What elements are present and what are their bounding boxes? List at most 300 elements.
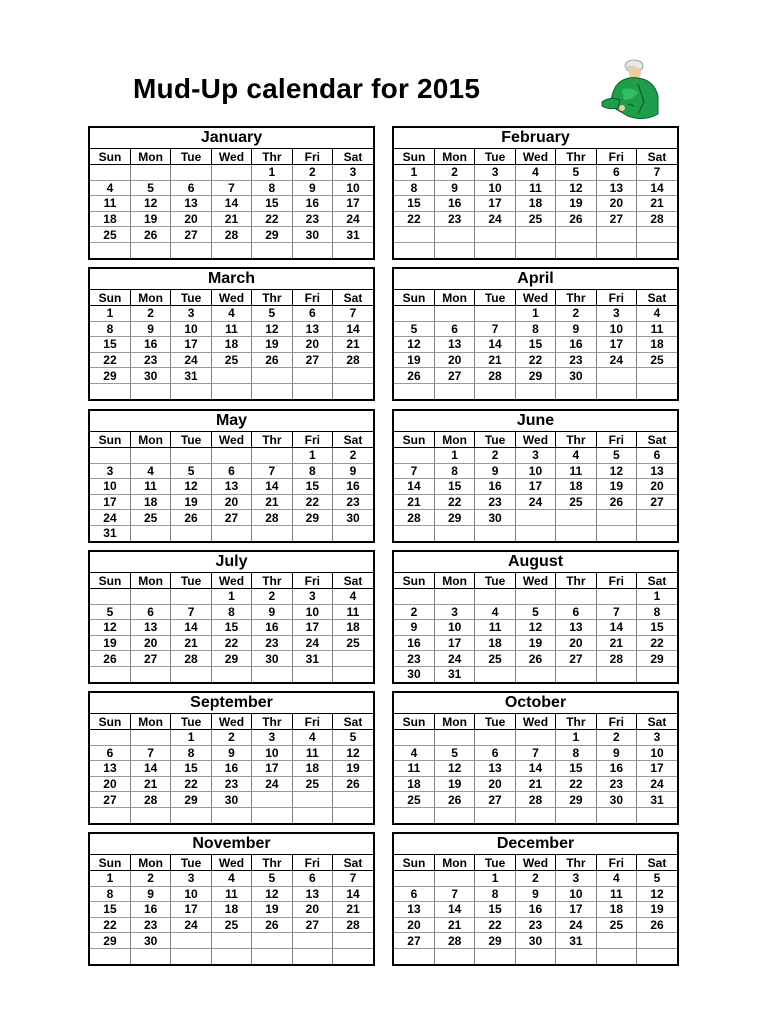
weekday-label: Fri <box>292 149 332 165</box>
day-cell: 26 <box>515 651 555 667</box>
day-cell <box>211 525 251 540</box>
day-cell: 31 <box>171 368 211 384</box>
weekday-label: Tue <box>475 714 515 730</box>
week-row <box>394 368 677 384</box>
weekday-label: Sat <box>637 149 677 165</box>
weekday-label: Sat <box>333 855 373 871</box>
day-cell: 6 <box>637 448 677 464</box>
day-cell: 29 <box>475 933 515 949</box>
day-cell: 12 <box>515 620 555 636</box>
day-cell: 16 <box>292 196 332 212</box>
weekday-label: Fri <box>292 714 332 730</box>
day-cell <box>596 383 636 398</box>
weekday-label: Fri <box>596 290 636 306</box>
day-cell: 7 <box>394 463 434 479</box>
day-cell: 5 <box>252 306 292 322</box>
day-cell <box>130 525 170 540</box>
week-row <box>90 525 373 540</box>
day-cell: 9 <box>211 745 251 761</box>
day-cell: 28 <box>515 792 555 808</box>
day-cell <box>434 807 474 822</box>
day-cell: 8 <box>171 745 211 761</box>
day-cell <box>556 666 596 681</box>
weekday-label: Fri <box>292 432 332 448</box>
week-row <box>90 352 373 368</box>
day-cell <box>434 383 474 398</box>
weekday-label: Sun <box>394 714 434 730</box>
week-row <box>90 321 373 337</box>
day-cell: 26 <box>333 776 373 792</box>
day-cell: 16 <box>515 902 555 918</box>
weekday-label: Mon <box>434 432 474 448</box>
day-cell: 13 <box>292 886 332 902</box>
day-cell <box>475 306 515 322</box>
day-cell: 3 <box>637 730 677 746</box>
day-cell: 28 <box>637 211 677 227</box>
week-row <box>394 242 677 257</box>
day-cell: 10 <box>475 180 515 196</box>
day-cell: 16 <box>475 479 515 495</box>
weekday-label: Wed <box>515 855 555 871</box>
month-name: May <box>90 411 373 432</box>
month-name: April <box>394 269 677 290</box>
day-cell: 29 <box>90 933 130 949</box>
week-row <box>90 933 373 949</box>
week-row <box>394 730 677 746</box>
day-cell: 9 <box>130 321 170 337</box>
day-cell: 9 <box>434 180 474 196</box>
day-cell: 7 <box>252 463 292 479</box>
day-cell <box>130 383 170 398</box>
day-cell: 29 <box>171 792 211 808</box>
weekday-label: Sun <box>394 573 434 589</box>
week-row <box>90 635 373 651</box>
day-cell <box>475 730 515 746</box>
month-name: July <box>90 552 373 573</box>
month-april <box>392 267 679 401</box>
week-row <box>90 948 373 963</box>
week-row <box>394 196 677 212</box>
day-cell: 27 <box>211 510 251 526</box>
day-cell <box>252 792 292 808</box>
day-cell <box>252 368 292 384</box>
day-cell <box>292 368 332 384</box>
weekday-label: Sun <box>394 149 434 165</box>
day-cell: 31 <box>292 651 332 667</box>
day-cell: 22 <box>171 776 211 792</box>
month-december <box>392 832 679 966</box>
day-cell: 12 <box>394 337 434 353</box>
day-cell: 11 <box>637 321 677 337</box>
day-cell: 19 <box>252 902 292 918</box>
day-cell: 6 <box>292 306 332 322</box>
day-cell: 27 <box>596 211 636 227</box>
day-cell: 16 <box>130 337 170 353</box>
day-cell <box>292 242 332 257</box>
week-row <box>90 306 373 322</box>
week-row <box>90 383 373 398</box>
day-cell: 2 <box>596 730 636 746</box>
day-cell <box>394 948 434 963</box>
weekday-header-row <box>394 290 677 306</box>
weekday-label: Wed <box>515 290 555 306</box>
day-cell: 19 <box>556 196 596 212</box>
day-cell: 25 <box>292 776 332 792</box>
day-cell: 14 <box>130 761 170 777</box>
month-name: October <box>394 693 677 714</box>
weekday-label: Mon <box>130 714 170 730</box>
day-cell: 6 <box>90 745 130 761</box>
day-cell: 17 <box>171 902 211 918</box>
day-cell: 7 <box>434 886 474 902</box>
day-cell: 10 <box>171 321 211 337</box>
day-cell <box>252 948 292 963</box>
day-cell: 7 <box>333 871 373 887</box>
day-cell: 10 <box>171 886 211 902</box>
day-cell: 20 <box>434 352 474 368</box>
day-cell <box>171 525 211 540</box>
day-cell: 18 <box>130 494 170 510</box>
week-row <box>90 776 373 792</box>
day-cell <box>434 871 474 887</box>
day-cell: 12 <box>130 196 170 212</box>
day-cell: 17 <box>515 479 555 495</box>
day-cell: 4 <box>394 745 434 761</box>
day-cell: 6 <box>394 886 434 902</box>
day-cell: 28 <box>333 352 373 368</box>
week-row <box>90 242 373 257</box>
week-row <box>394 494 677 510</box>
day-cell: 16 <box>434 196 474 212</box>
week-row <box>90 871 373 887</box>
day-cell: 16 <box>556 337 596 353</box>
day-cell: 1 <box>394 165 434 181</box>
day-cell: 15 <box>252 196 292 212</box>
day-cell <box>394 871 434 887</box>
week-row <box>90 730 373 746</box>
weekday-label: Thr <box>252 290 292 306</box>
week-row <box>394 383 677 398</box>
day-cell: 27 <box>292 352 332 368</box>
day-cell <box>515 510 555 526</box>
day-cell: 4 <box>556 448 596 464</box>
day-cell: 15 <box>556 761 596 777</box>
day-cell: 18 <box>211 902 251 918</box>
day-cell <box>637 948 677 963</box>
day-cell: 15 <box>515 337 555 353</box>
day-cell: 4 <box>130 463 170 479</box>
day-cell: 26 <box>90 651 130 667</box>
day-cell: 24 <box>515 494 555 510</box>
day-cell: 28 <box>394 510 434 526</box>
day-cell: 31 <box>333 227 373 243</box>
day-cell <box>171 666 211 681</box>
day-cell: 19 <box>333 761 373 777</box>
day-cell: 3 <box>171 871 211 887</box>
day-cell: 23 <box>394 651 434 667</box>
day-cell: 13 <box>211 479 251 495</box>
weekday-header-row <box>90 714 373 730</box>
day-cell: 15 <box>171 761 211 777</box>
weekday-header-row <box>394 714 677 730</box>
week-row <box>394 211 677 227</box>
day-cell: 21 <box>333 337 373 353</box>
day-cell: 14 <box>596 620 636 636</box>
day-cell: 21 <box>394 494 434 510</box>
month-table <box>90 149 373 258</box>
weekday-label: Fri <box>596 855 636 871</box>
day-cell: 3 <box>252 730 292 746</box>
day-cell: 9 <box>556 321 596 337</box>
day-cell: 28 <box>596 651 636 667</box>
day-cell: 21 <box>130 776 170 792</box>
day-cell <box>211 448 251 464</box>
day-cell: 2 <box>434 165 474 181</box>
day-cell: 29 <box>637 651 677 667</box>
day-cell <box>434 525 474 540</box>
week-row <box>394 510 677 526</box>
day-cell: 16 <box>394 635 434 651</box>
day-cell <box>292 383 332 398</box>
day-cell: 21 <box>596 635 636 651</box>
weekday-label: Tue <box>171 855 211 871</box>
weekday-label: Sun <box>394 855 434 871</box>
weekday-label: Tue <box>171 432 211 448</box>
day-cell <box>394 589 434 605</box>
weekday-label: Mon <box>434 573 474 589</box>
day-cell: 20 <box>90 776 130 792</box>
week-row <box>394 635 677 651</box>
week-row <box>394 448 677 464</box>
day-cell: 31 <box>556 933 596 949</box>
month-may <box>88 409 375 543</box>
day-cell: 26 <box>596 494 636 510</box>
weekday-label: Fri <box>596 573 636 589</box>
day-cell: 5 <box>171 463 211 479</box>
day-cell: 25 <box>211 917 251 933</box>
day-cell: 12 <box>434 761 474 777</box>
weekday-header-row <box>90 290 373 306</box>
day-cell <box>515 666 555 681</box>
day-cell: 20 <box>292 902 332 918</box>
day-cell: 4 <box>211 871 251 887</box>
day-cell <box>434 589 474 605</box>
day-cell: 1 <box>211 589 251 605</box>
day-cell: 9 <box>130 886 170 902</box>
day-cell: 10 <box>515 463 555 479</box>
day-cell <box>556 807 596 822</box>
weekday-label: Thr <box>556 714 596 730</box>
weekday-label: Tue <box>475 573 515 589</box>
week-row <box>90 510 373 526</box>
day-cell: 16 <box>130 902 170 918</box>
weekday-label: Tue <box>475 855 515 871</box>
day-cell <box>292 666 332 681</box>
day-cell <box>596 589 636 605</box>
day-cell: 9 <box>515 886 555 902</box>
day-cell: 29 <box>556 792 596 808</box>
weekday-label: Mon <box>130 573 170 589</box>
day-cell: 15 <box>90 337 130 353</box>
month-name: December <box>394 834 677 855</box>
day-cell: 8 <box>394 180 434 196</box>
day-cell: 8 <box>556 745 596 761</box>
day-cell: 22 <box>90 917 130 933</box>
week-row <box>394 792 677 808</box>
weekday-label: Sat <box>333 149 373 165</box>
day-cell: 12 <box>556 180 596 196</box>
weekday-label: Tue <box>171 290 211 306</box>
weekday-label: Sat <box>333 432 373 448</box>
day-cell: 13 <box>637 463 677 479</box>
weekday-label: Thr <box>252 855 292 871</box>
week-row <box>90 463 373 479</box>
week-row <box>394 745 677 761</box>
day-cell: 27 <box>637 494 677 510</box>
day-cell: 23 <box>434 211 474 227</box>
day-cell: 2 <box>333 448 373 464</box>
day-cell: 19 <box>637 902 677 918</box>
day-cell <box>596 525 636 540</box>
week-row <box>90 620 373 636</box>
day-cell <box>556 227 596 243</box>
day-cell <box>90 666 130 681</box>
day-cell: 18 <box>333 620 373 636</box>
day-cell <box>394 448 434 464</box>
day-cell <box>171 948 211 963</box>
day-cell: 31 <box>637 792 677 808</box>
day-cell: 29 <box>515 368 555 384</box>
day-cell: 22 <box>394 211 434 227</box>
week-row <box>394 352 677 368</box>
day-cell: 7 <box>171 604 211 620</box>
weekday-label: Wed <box>515 149 555 165</box>
day-cell: 20 <box>171 211 211 227</box>
day-cell <box>252 448 292 464</box>
day-cell: 23 <box>211 776 251 792</box>
weekday-label: Mon <box>434 714 474 730</box>
day-cell: 11 <box>515 180 555 196</box>
day-cell <box>637 510 677 526</box>
day-cell <box>515 948 555 963</box>
weekday-label: Fri <box>292 855 332 871</box>
day-cell: 15 <box>394 196 434 212</box>
day-cell: 25 <box>90 227 130 243</box>
weekday-header-row <box>90 573 373 589</box>
day-cell: 21 <box>475 352 515 368</box>
day-cell <box>596 242 636 257</box>
day-cell: 9 <box>292 180 332 196</box>
month-table <box>394 855 677 964</box>
week-row <box>394 321 677 337</box>
month-february <box>392 126 679 260</box>
day-cell: 6 <box>434 321 474 337</box>
day-cell <box>394 383 434 398</box>
day-cell: 7 <box>475 321 515 337</box>
day-cell: 20 <box>394 917 434 933</box>
month-name: February <box>394 128 677 149</box>
day-cell: 14 <box>475 337 515 353</box>
day-cell: 19 <box>171 494 211 510</box>
day-cell <box>596 510 636 526</box>
day-cell <box>556 510 596 526</box>
day-cell: 12 <box>252 886 292 902</box>
day-cell <box>171 589 211 605</box>
weekday-label: Wed <box>515 573 555 589</box>
day-cell: 25 <box>556 494 596 510</box>
day-cell: 8 <box>252 180 292 196</box>
weekday-header-row <box>90 855 373 871</box>
day-cell: 30 <box>596 792 636 808</box>
week-row <box>90 448 373 464</box>
day-cell <box>637 227 677 243</box>
week-row <box>394 337 677 353</box>
day-cell: 6 <box>171 180 211 196</box>
day-cell: 7 <box>333 306 373 322</box>
day-cell: 22 <box>211 635 251 651</box>
day-cell: 5 <box>434 745 474 761</box>
day-cell: 14 <box>434 902 474 918</box>
day-cell: 8 <box>515 321 555 337</box>
day-cell: 22 <box>556 776 596 792</box>
day-cell <box>434 306 474 322</box>
day-cell <box>90 589 130 605</box>
day-cell: 28 <box>252 510 292 526</box>
weekday-label: Thr <box>252 149 292 165</box>
day-cell: 31 <box>434 666 474 681</box>
day-cell: 18 <box>394 776 434 792</box>
day-cell: 26 <box>637 917 677 933</box>
day-cell <box>475 948 515 963</box>
day-cell: 1 <box>556 730 596 746</box>
day-cell: 26 <box>434 792 474 808</box>
day-cell: 7 <box>637 165 677 181</box>
day-cell: 13 <box>556 620 596 636</box>
day-cell <box>515 730 555 746</box>
week-row <box>90 211 373 227</box>
day-cell: 24 <box>556 917 596 933</box>
day-cell: 1 <box>475 871 515 887</box>
weekday-label: Mon <box>434 290 474 306</box>
day-cell <box>171 933 211 949</box>
week-row <box>90 165 373 181</box>
day-cell: 6 <box>292 871 332 887</box>
day-cell: 17 <box>434 635 474 651</box>
day-cell: 2 <box>130 871 170 887</box>
weekday-label: Fri <box>292 573 332 589</box>
week-row <box>90 479 373 495</box>
day-cell: 27 <box>556 651 596 667</box>
weekday-label: Sat <box>333 290 373 306</box>
day-cell <box>211 933 251 949</box>
day-cell: 17 <box>171 337 211 353</box>
day-cell <box>596 933 636 949</box>
day-cell <box>130 448 170 464</box>
weekday-label: Fri <box>292 290 332 306</box>
day-cell: 30 <box>394 666 434 681</box>
day-cell <box>637 368 677 384</box>
weekday-label: Sun <box>394 290 434 306</box>
day-cell <box>252 933 292 949</box>
day-cell: 3 <box>90 463 130 479</box>
day-cell <box>475 589 515 605</box>
weekday-label: Wed <box>515 432 555 448</box>
day-cell: 17 <box>333 196 373 212</box>
day-cell: 23 <box>130 352 170 368</box>
day-cell <box>333 666 373 681</box>
day-cell: 23 <box>130 917 170 933</box>
day-cell: 26 <box>252 352 292 368</box>
